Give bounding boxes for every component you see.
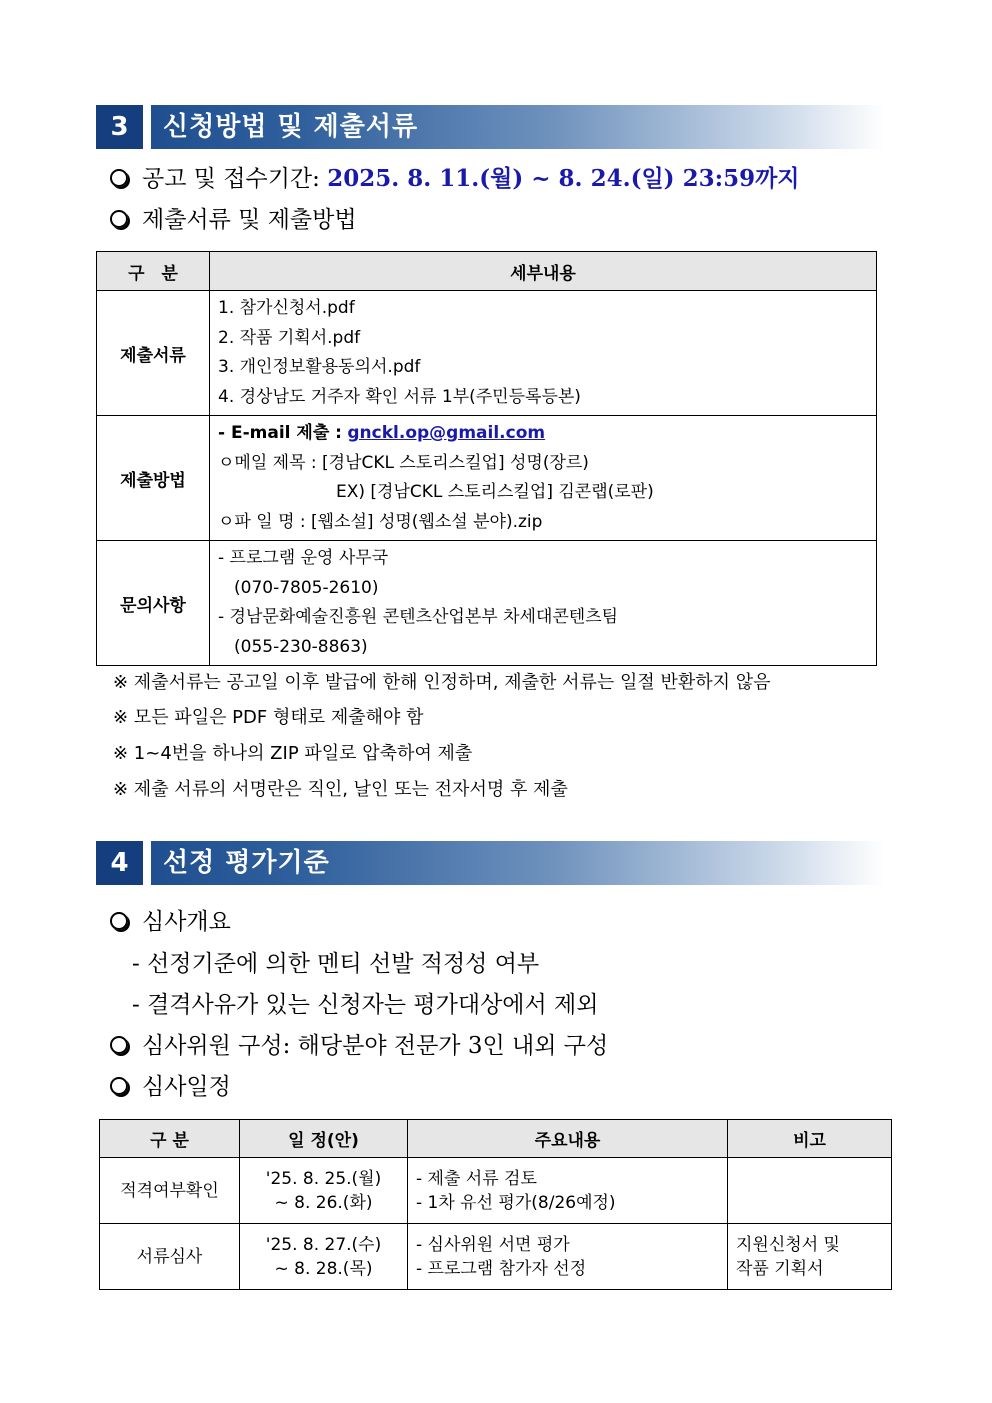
bullet-application-period (110, 164, 800, 194)
table-row (97, 541, 877, 666)
circle-bullet-icon (110, 1036, 128, 1054)
review-overview-label: 심사개요 (142, 909, 231, 935)
schedule-date-end: ~ 8. 26.(화) (274, 1192, 373, 1213)
inquiry-phone-1: (070-7805-2610) (234, 577, 379, 598)
email-line (218, 419, 868, 449)
table-header-row (100, 1120, 892, 1158)
table-header-row (97, 252, 877, 291)
section-4-title-bar (151, 841, 884, 885)
row-label-method: 제출방법 (97, 416, 210, 541)
header-content: 주요내용 (408, 1120, 728, 1158)
note-2: ※ 모든 파일은 PDF 형태로 제출해야 함 (113, 707, 424, 728)
application-period-label: 공고 및 접수기간: (142, 166, 320, 192)
section-3-title: 신청방법 및 제출서류 (163, 112, 419, 142)
schedule-date-end: ~ 8. 28.(목) (274, 1258, 373, 1279)
schedule-note (728, 1224, 892, 1290)
row-content-method (210, 416, 877, 541)
section-4-number: 4 (96, 841, 143, 885)
bullet-review-overview (110, 907, 231, 937)
review-committee-label: 심사위원 구성: 해당분야 전문가 3인 내외 구성 (142, 1033, 609, 1059)
application-period-value: 2025. 8. 11.(월) ~ 8. 24.(일) 23:59까지 (327, 165, 800, 192)
submission-docs-label: 제출서류 및 제출방법 (142, 207, 357, 233)
schedule-content (408, 1224, 728, 1290)
row-content-documents (210, 291, 877, 416)
schedule-date-start: '25. 8. 25.(월) (265, 1168, 382, 1189)
review-schedule-label: 심사일정 (142, 1074, 231, 1100)
table-row (97, 416, 877, 541)
section-3-header (96, 105, 884, 149)
inquiry-phone-2: (055-230-8863) (234, 636, 368, 657)
table-row (100, 1224, 892, 1290)
schedule-content-1: - 제출 서류 검토 (416, 1168, 537, 1189)
schedule-note-1: 지원신청서 및 (736, 1234, 840, 1255)
row-content-inquiry (210, 541, 877, 666)
schedule-type: 서류심사 (100, 1224, 240, 1290)
header-type: 구 분 (100, 1120, 240, 1158)
bullet-submission-docs (110, 205, 357, 235)
schedule-date (240, 1224, 408, 1290)
inquiry-line-1: - 프로그램 운영 사무국 (218, 548, 389, 568)
row-label-inquiry: 문의사항 (97, 541, 210, 666)
header-note: 비고 (728, 1120, 892, 1158)
submission-table (96, 251, 877, 666)
section-3-title-bar (151, 105, 884, 149)
section-4-title: 선정 평가기준 (163, 848, 330, 878)
section-3-number: 3 (96, 105, 143, 149)
circle-bullet-icon (110, 169, 128, 187)
doc-line-4: 4. 경상남도 거주자 확인 서류 1부(주민등록등본) (218, 386, 581, 407)
schedule-content (408, 1158, 728, 1224)
review-sub-2: - 결격사유가 있는 신청자는 평가대상에서 제외 (132, 992, 599, 1018)
schedule-table (99, 1119, 892, 1290)
schedule-content-2: - 1차 유선 평가(8/26예정) (416, 1192, 616, 1213)
section-4-header (96, 841, 884, 885)
circle-bullet-icon (110, 912, 128, 930)
schedule-content-1: - 심사위원 서면 평가 (416, 1234, 570, 1255)
email-label: - E-mail 제출 : (218, 423, 342, 443)
bullet-review-schedule (110, 1072, 231, 1102)
doc-line-2: 2. 작품 기획서.pdf (218, 327, 361, 348)
file-name-line: ㅇ파 일 명 : [웹소설] 성명(웹소설 분야).zip (218, 511, 543, 532)
circle-bullet-icon (110, 1077, 128, 1095)
header-date: 일 정(안) (240, 1120, 408, 1158)
mail-subject-example: EX) [경남CKL 스토리스킬업] 김콘랩(로판) (336, 482, 654, 502)
schedule-content-2: - 프로그램 참가자 선정 (416, 1258, 587, 1279)
schedule-note-2: 작품 기획서 (736, 1258, 824, 1279)
header-details: 세부내용 (210, 252, 877, 291)
table-row (97, 291, 877, 416)
email-link[interactable]: gnckl.op@gmail.com (347, 423, 546, 443)
schedule-type: 적격여부확인 (100, 1158, 240, 1224)
circle-bullet-icon (110, 210, 128, 228)
doc-line-1: 1. 참가신청서.pdf (218, 298, 355, 318)
header-category: 구 분 (97, 252, 210, 291)
note-1: ※ 제출서류는 공고일 이후 발급에 한해 인정하며, 제출한 서류는 일절 반환하지 않음 (113, 672, 771, 693)
schedule-note (728, 1158, 892, 1224)
bullet-review-committee (110, 1031, 608, 1061)
note-3: ※ 1~4번을 하나의 ZIP 파일로 압축하여 제출 (113, 743, 473, 764)
table-row (100, 1158, 892, 1224)
schedule-date (240, 1158, 408, 1224)
schedule-date-start: '25. 8. 27.(수) (265, 1234, 382, 1255)
inquiry-line-2: - 경남문화예술진흥원 콘텐츠산업본부 차세대콘텐츠팀 (218, 607, 619, 627)
row-label-documents: 제출서류 (97, 291, 210, 416)
doc-line-3: 3. 개인정보활용동의서.pdf (218, 357, 421, 377)
note-4: ※ 제출 서류의 서명란은 직인, 날인 또는 전자서명 후 제출 (113, 779, 568, 800)
mail-subject-line: ㅇ메일 제목 : [경남CKL 스토리스킬업] 성명(장르) (218, 452, 589, 473)
review-sub-1: - 선정기준에 의한 멘티 선발 적정성 여부 (132, 951, 540, 977)
